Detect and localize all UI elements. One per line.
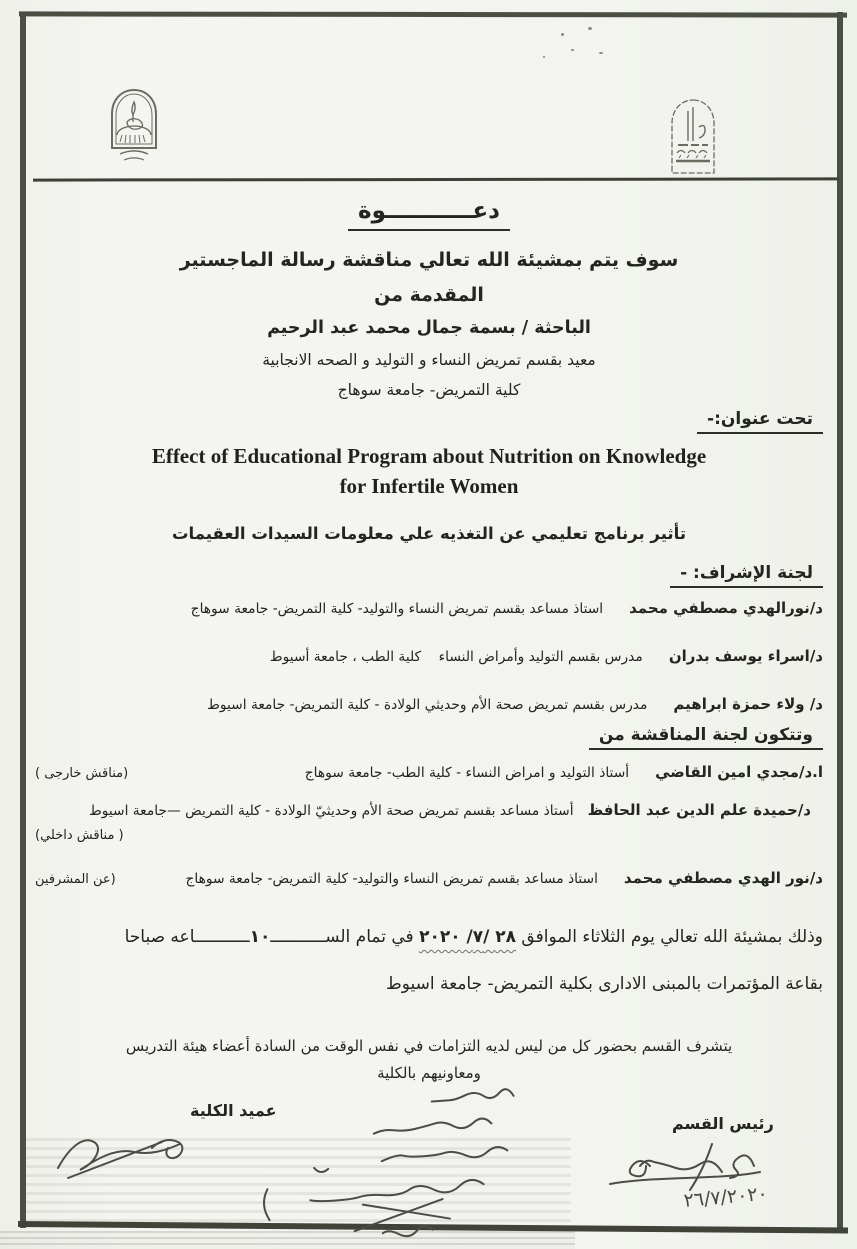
schedule-line: [35, 927, 853, 947]
member-name: د/ ولاء حمزة ابراهيم: [673, 695, 823, 713]
member-role: مدرس بقسم تمريض صحة الأم وحديثي الولادة - كلية التمريض- جامعة اسيوط: [207, 697, 648, 713]
schedule-middle: في تمام الســـــــــــ: [270, 927, 414, 947]
closing-note: [35, 1033, 823, 1087]
scan-speck: [599, 52, 603, 54]
researcher-position: معيد بقسم تمريض النساء و التوليد و الصحه الانجابية: [262, 351, 596, 369]
member-name: د/نورالهدي مصطفي محمد: [629, 599, 823, 617]
examiner-tag: (عن المشرفين: [35, 872, 116, 887]
scan-speck: [571, 49, 574, 51]
defense-hour: ١٠: [249, 927, 271, 947]
closing-line1: يتشرف القسم بحضور كل من ليس لديه التزامات في نفس الوقت من السادة أعضاء هيئة التدريس: [125, 1037, 733, 1055]
member-role: مدرس بقسم التوليد وأمراض النساء كلية الطب ، جامعة أسيوط: [269, 649, 643, 665]
researcher-name: الباحثة / بسمة جمال محمد عبد الرحيم: [267, 318, 591, 338]
venue-line: بقاعة المؤتمرات بالمبنى الادارى بكلية التمريض- جامعة اسيوط: [386, 974, 823, 994]
scan-speck: [588, 27, 592, 30]
scan-frame-left: [20, 12, 26, 1228]
scan-frame-right: [837, 12, 843, 1230]
assiut-university-emblem-icon: [665, 97, 721, 177]
dean-label: عميد الكلية: [190, 1101, 277, 1120]
member-role: استاذ مساعد بقسم تمريض النساء والتوليد- كلية التمريض- جامعة سوهاج: [190, 601, 604, 617]
under-title-text: تحت عنوان:-: [697, 409, 823, 434]
member-name: د/حميدة علم الدين عبد الحافظ: [587, 801, 811, 819]
head-signature-date: ٢٦/٧/٢٠٢٠: [682, 1182, 769, 1212]
schedule-prefix: وذلك بمشيئة الله تعالي يوم الثلاثاء الموافق: [521, 927, 823, 947]
scan-speck: [561, 33, 564, 36]
english-title-line1: Effect of Educational Program about Nutrition on Knowledge: [151, 444, 707, 468]
header-rule: [33, 177, 839, 181]
english-title-line2: for Infertile Women: [339, 474, 519, 498]
examiner-tag: (مناقش خارجى ): [35, 766, 129, 781]
supervisor-row: [35, 695, 845, 713]
supervisor-row: [35, 599, 845, 617]
closing-line2: ومعاونيهم بالكلية: [377, 1064, 481, 1082]
nursing-college-seal-icon: [104, 86, 164, 172]
examiner-row-line: [35, 801, 823, 819]
researcher-faculty: كلية التمريض- جامعة سوهاج: [337, 381, 521, 399]
examination-heading: [35, 725, 857, 750]
examiner-row: [35, 869, 845, 887]
handwritten-note: [227, 1075, 542, 1249]
invitation-title-text: دعـــــــــــوة: [348, 198, 510, 231]
presented-by-line: المقدمة من: [374, 284, 484, 306]
under-title-heading: [35, 409, 857, 434]
examination-heading-text: وتتكون لجنة المناقشة من: [589, 725, 823, 750]
defense-date: ٢٨ /٧/ ٢٠٢٠: [419, 927, 517, 947]
examiner-row: [35, 801, 823, 843]
examiner-tag: ( مناقش داخلي): [35, 828, 124, 843]
supervision-heading-text: لجنة الإشراف: -: [670, 563, 823, 588]
intro-line: سوف يتم بمشيئة الله تعالي مناقشة رسالة الماجستير: [179, 249, 679, 271]
scan-frame-top: [19, 11, 847, 17]
member-role: أستاذ التوليد و امراض النساء - كلية الطب- جامعة سوهاج: [304, 765, 630, 781]
schedule-suffix: ـــــــــــاعه صباحا: [124, 927, 250, 947]
member-role: استاذ مساعد بقسم تمريض النساء والتوليد- كلية التمريض- جامعة سوهاج: [185, 871, 598, 887]
member-name: د/اسراء يوسف بدران: [668, 647, 823, 665]
member-role: أستاذ مساعد بقسم تمريض صحة الأم وحديثيّ الولادة - كلية التمريض —جامعة اسيوط: [88, 803, 574, 819]
scan-speck: [543, 56, 545, 58]
dean-signature: [48, 1118, 208, 1196]
arabic-title: تأثير برنامج تعليمي عن التغذيه علي معلومات السيدات العقيمات: [171, 524, 687, 543]
invitation-title: [35, 198, 823, 231]
member-name: د/نور الهدي مصطفي محمد: [623, 869, 823, 887]
examiner-row: [35, 763, 845, 781]
head-of-department-label: رئيس القسم: [672, 1114, 774, 1133]
member-name: ا.د/مجدي امين القاضي: [655, 763, 823, 781]
supervision-heading: [35, 563, 857, 588]
supervisor-row: [35, 647, 845, 665]
